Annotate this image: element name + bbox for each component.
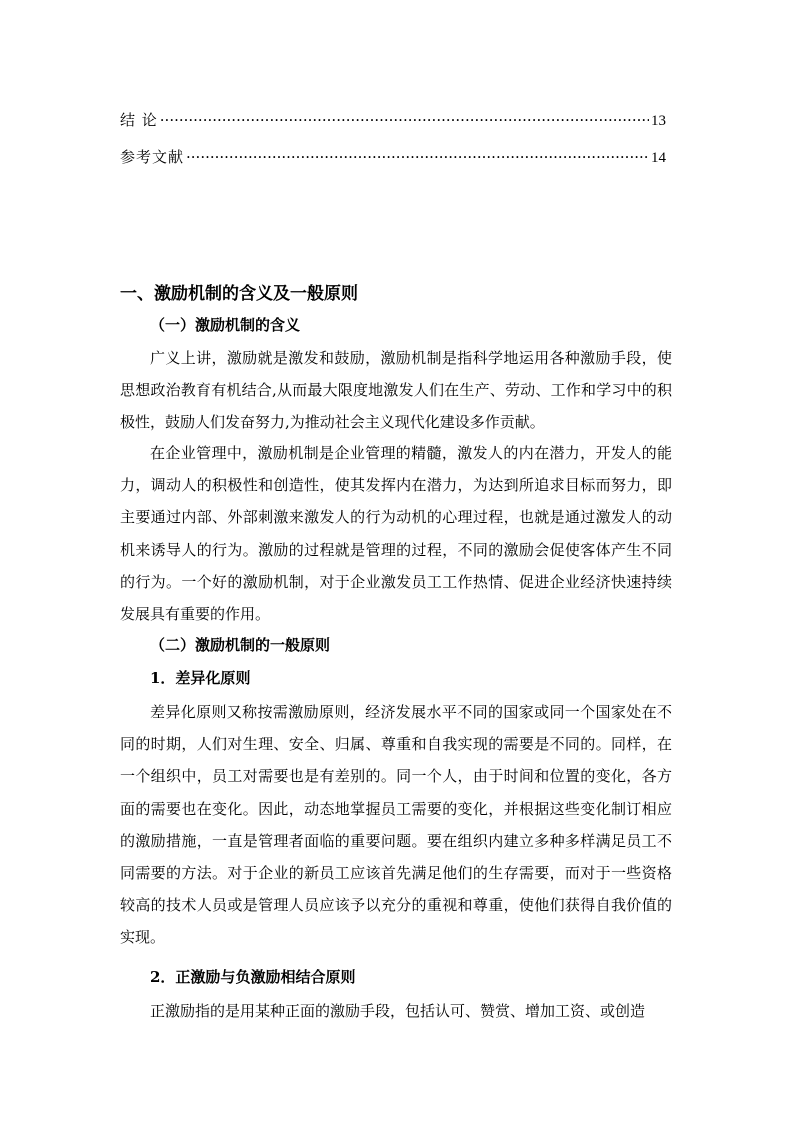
toc-entry-page: 13 <box>651 113 666 129</box>
toc-entry-title: 结 论 <box>120 111 158 129</box>
toc-entry-conclusion[interactable] <box>120 110 666 131</box>
subsection-heading: （一）激励机制的含义 <box>150 316 301 334</box>
toc-leader-dots <box>186 147 649 167</box>
body-paragraph: 差异化原则又称按需激励原则，经济发展水平不同的国家或同一个国家处在不同的时期，人们对生理、安全、归属、尊重和自我实现的需要是不同的。同样，在一个组织中，员工对需要也是有差别的。同一个人，由于时间和位置的变化，各方面的需要也在变化。因此，动态地掌握员工需要的变化，并根据这些变化制订相应的激励措施，一直是管理者面临的重要问题。要在组织内建立多种多样满足员工不同需要的方法。对于企业的新员工应该首先满足他们的生存需要，而对于一些资格较高的技术人员或是管理人员应该予以充分的重视和尊重，使他们获得自我价值的实现。 <box>120 703 672 947</box>
body-paragraph: 正激励指的是用某种正面的激励手段，包括认可、赞赏、增加工资、或创造 <box>150 1002 646 1020</box>
toc-leader-dots <box>160 110 649 130</box>
subsection-heading: （二）激励机制的一般原则 <box>150 636 331 654</box>
item-heading: 2．正激励与负激励相结合原则 <box>150 968 356 986</box>
toc-entry-page: 14 <box>651 150 666 166</box>
toc-entry-references[interactable] <box>120 147 666 168</box>
body-paragraph: 广义上讲，激励就是激发和鼓励，激励机制是指科学地运用各种激励手段，使思想政治教育有机结合,从而最大限度地激发人们在生产、劳动、工作和学习中的积极性，鼓励人们发奋努力,为推动社会主义现代化建设多作贡献。 <box>120 349 672 432</box>
toc-entry-title: 参考文献 <box>120 148 185 166</box>
item-heading: 1．差异化原则 <box>150 669 251 687</box>
section-heading: 一、激励机制的含义及一般原则 <box>120 284 358 304</box>
body-paragraph: 在企业管理中，激励机制是企业管理的精髓，激发人的内在潜力，开发人的能力，调动人的积极性和创造性，使其发挥内在潜力，为达到所追求目标而努力，即主要通过内部、外部刺激来激发人的行为动机的心理过程，也就是通过激发人的动机来诱导人的行为。激励的过程就是管理的过程，不同的激励会促使客体产生不同的行为。一个好的激励机制，对于企业激发员工工作热情、促进企业经济快速持续发展具有重要的作用。 <box>120 444 672 624</box>
